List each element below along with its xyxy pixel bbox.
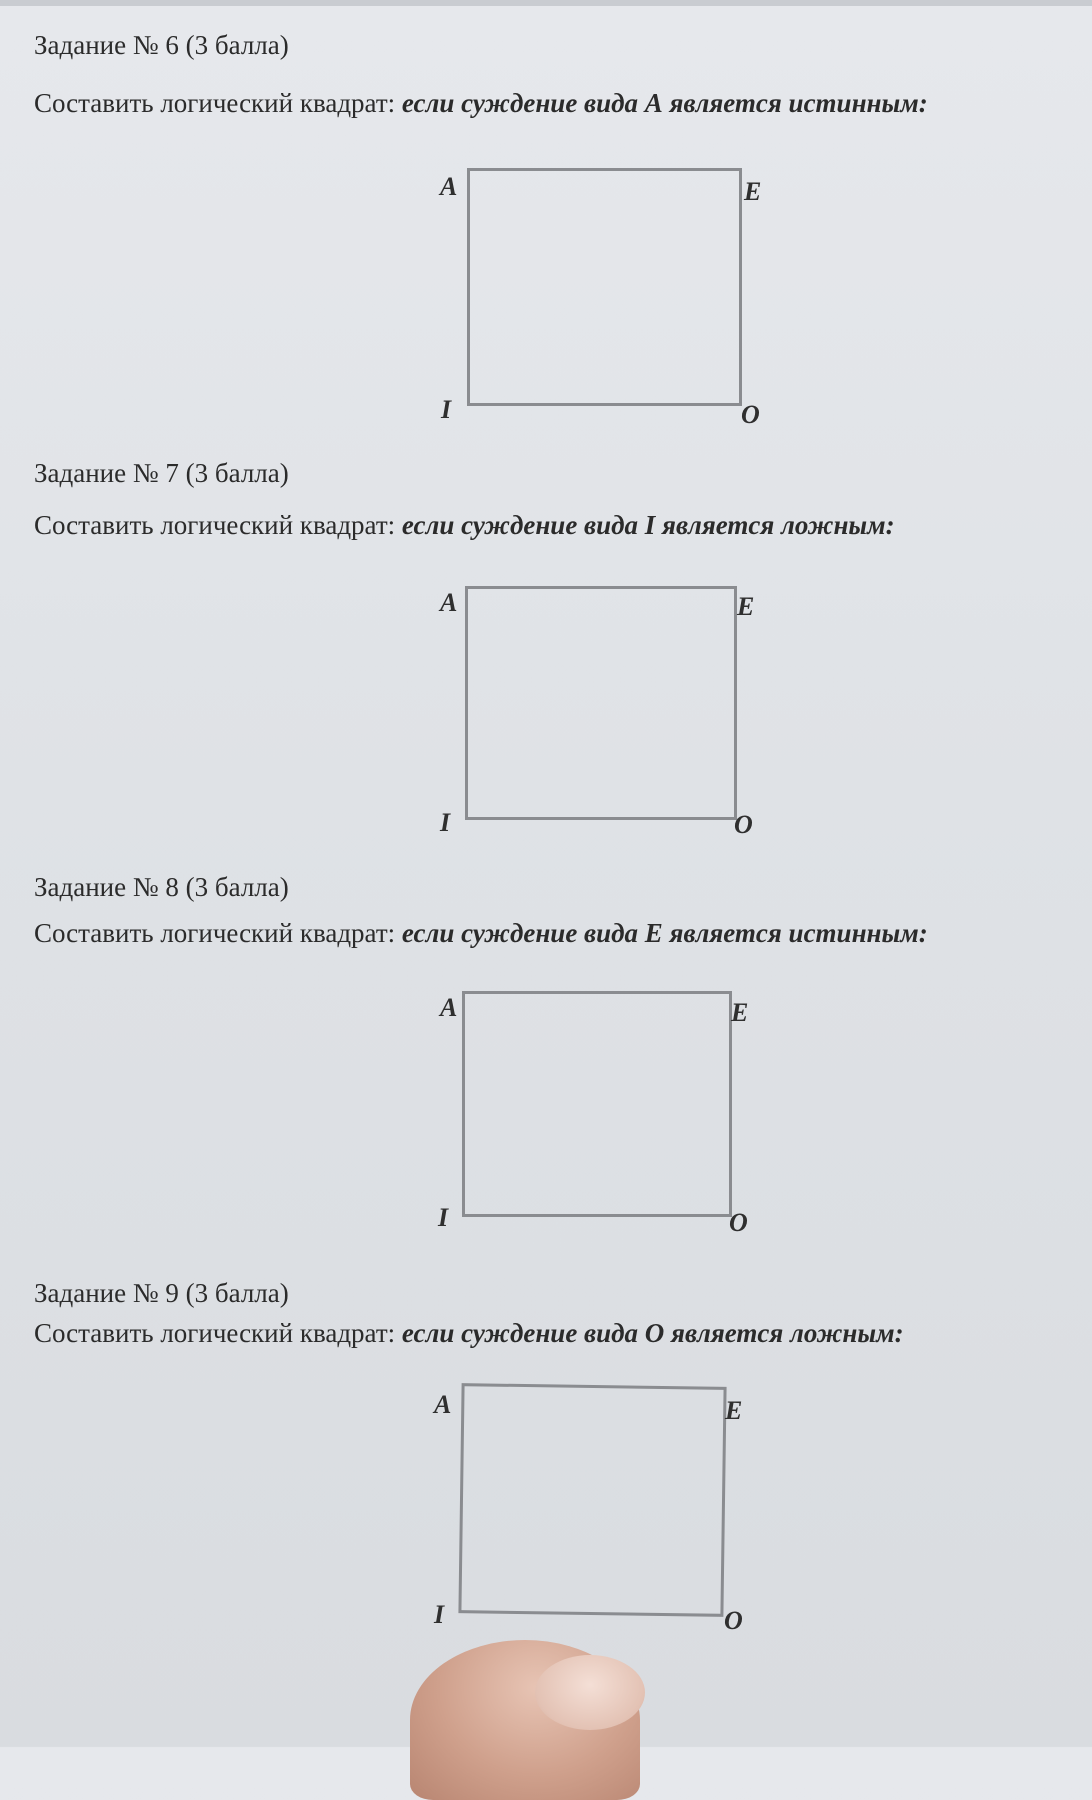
task-8-condition: если суждение вида Е является истинным: <box>401 918 928 948</box>
thumbnail-nail <box>535 1655 645 1730</box>
task-8-corner-e: E <box>731 998 749 1027</box>
task-7-corner-a: A <box>440 588 458 617</box>
task-8-corner-a: A <box>440 993 458 1022</box>
task-7-corner-o: O <box>734 810 753 839</box>
task-7-logical-square <box>465 586 737 820</box>
task-8-logical-square <box>462 991 732 1217</box>
task-8-instruction-prefix: Составить логический квадрат: <box>34 918 402 948</box>
task-9-corner-o: O <box>724 1606 743 1635</box>
task-9-instruction <box>34 1318 904 1349</box>
task-9-corner-i: I <box>434 1600 445 1629</box>
task-7-corner-e: E <box>737 592 755 621</box>
task-8-heading: Задание № 8 (3 балла) <box>34 872 289 902</box>
task-9-logical-square <box>458 1383 726 1617</box>
task-9-instruction-prefix: Составить логический квадрат: <box>34 1318 402 1348</box>
task-9-heading: Задание № 9 (3 балла) <box>34 1278 289 1308</box>
task-7-heading: Задание № 7 (3 балла) <box>34 458 289 488</box>
task-9-corner-e: E <box>725 1396 743 1425</box>
task-8-instruction <box>34 918 928 949</box>
task-7-condition: если суждение вида I является ложным: <box>401 510 895 540</box>
task-9-corner-a: A <box>434 1390 452 1419</box>
task-6-instruction-prefix: Составить логический квадрат: <box>34 88 402 118</box>
task-6-condition: если суждение вида А является истинным: <box>401 88 928 118</box>
task-7-corner-i: I <box>440 808 451 837</box>
task-6-corner-a: A <box>440 172 458 201</box>
paper-top-edge <box>0 0 1092 6</box>
task-6-heading: Задание № 6 (3 балла) <box>34 30 289 60</box>
task-7-instruction <box>34 510 895 541</box>
task-6-corner-i: I <box>441 395 452 424</box>
task-8-corner-o: O <box>729 1208 748 1237</box>
task-6-instruction <box>34 88 928 119</box>
task-9-condition: если суждение вида О является ложным: <box>401 1318 904 1348</box>
task-6-logical-square <box>467 168 742 406</box>
task-6-corner-o: O <box>741 400 760 429</box>
task-7-instruction-prefix: Составить логический квадрат: <box>34 510 402 540</box>
task-6-corner-e: E <box>744 177 762 206</box>
task-8-corner-i: I <box>438 1203 449 1232</box>
